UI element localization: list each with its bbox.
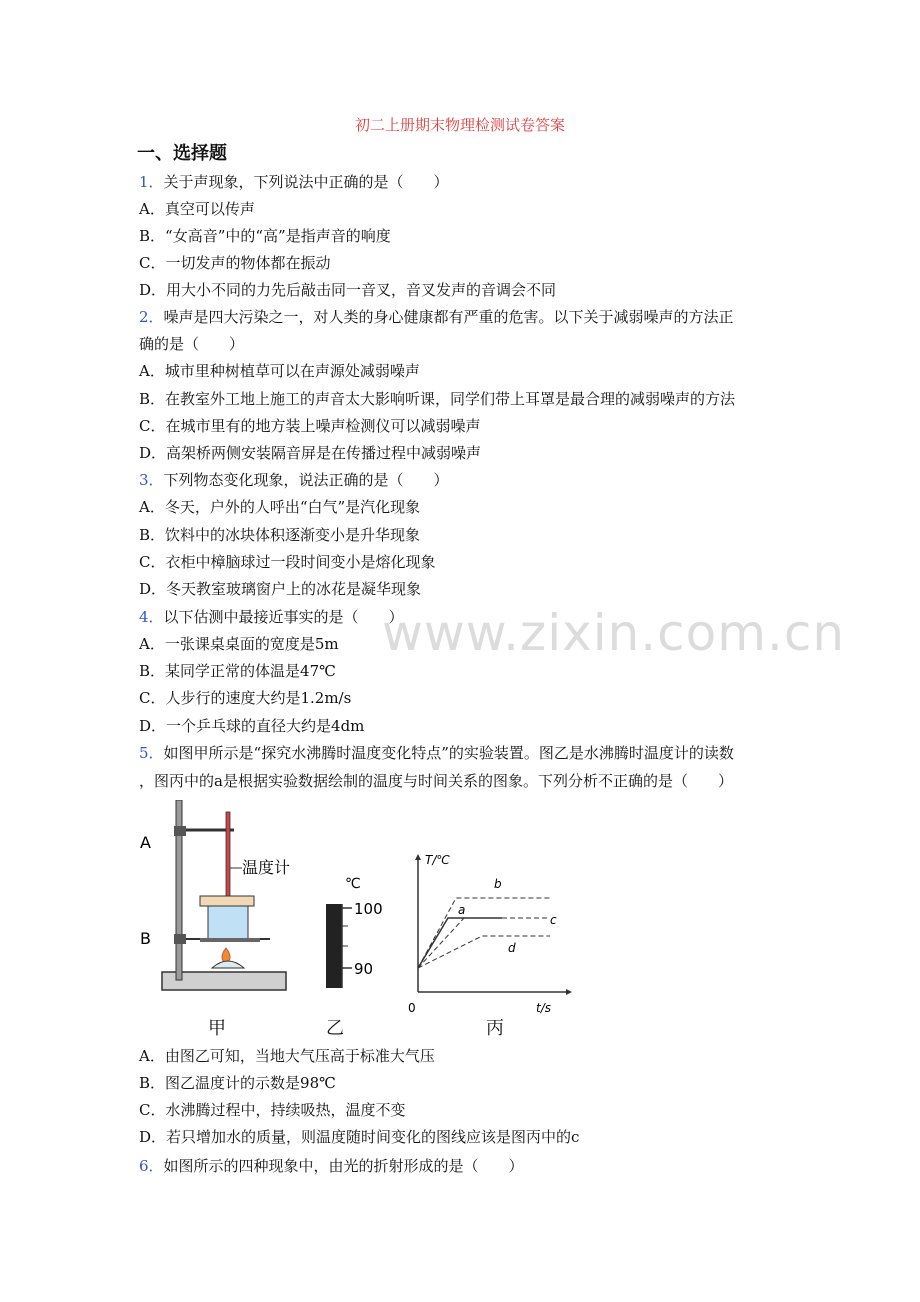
question-3-option: B．饮料中的冰块体积逐渐变小是升华现象 <box>139 526 421 544</box>
caption-bing: 丙 <box>486 1018 504 1039</box>
question-text: 关于声现象，下列说法中正确的是（ ） <box>163 173 449 191</box>
question-4-option: C．人步行的速度大约是1.2m/s <box>139 689 352 707</box>
question-2-option: C．在城市里有的地方装上噪声检测仪可以减弱噪声 <box>139 417 481 435</box>
thermo-tick-100: 100 <box>354 900 383 918</box>
question-1-option: A．真空可以传声 <box>139 200 255 218</box>
question-3-option: D．冬天教室玻璃窗户上的冰花是凝华现象 <box>139 580 422 598</box>
question-1-option: C．一切发声的物体都在振动 <box>139 254 331 272</box>
alcohol-lamp <box>212 961 244 968</box>
wire-gauze <box>200 938 260 942</box>
question-2-option: A．城市里种树植草可以在声源处减弱噪声 <box>139 362 420 380</box>
graph-y-label: T/℃ <box>425 853 450 867</box>
question-1-stem <box>139 172 449 192</box>
curve-a-label: a <box>458 903 466 917</box>
thermometer-drawing <box>326 876 383 988</box>
question-5-option: A．由图乙可知，当地大气压高于标准大气压 <box>139 1047 435 1065</box>
question-4-option: D．一个乒乓球的直径大约是4dm <box>139 717 365 735</box>
section-heading: 一、选择题 <box>137 143 227 164</box>
experiment-figure-svg <box>130 800 590 1015</box>
question-4-option: B．某同学正常的体温是47℃ <box>139 662 336 680</box>
question-1-option: D．用大小不同的力先后敲击同一音叉，音叉发声的音调会不同 <box>139 281 557 299</box>
question-3-option: A．冬天，户外的人呼出“白气”是汽化现象 <box>139 498 421 516</box>
curve-b-label: b <box>494 877 502 891</box>
thermo-column <box>326 904 342 988</box>
question-1-option: B．“女高音”中的“高”是指声音的响度 <box>139 227 391 245</box>
question-2-stem <box>139 307 734 327</box>
question-number: 3． <box>139 471 164 489</box>
question-text: 如图甲所示是“探究水沸腾时温度变化特点”的实验装置。图乙是水沸腾时温度计的读数 <box>163 744 734 762</box>
question-6-stem <box>139 1156 524 1176</box>
clamp-a <box>174 826 186 836</box>
document-title: 初二上册期末物理检测试卷答案 <box>354 116 565 134</box>
question-text: 下列物态变化现象，说法正确的是（ ） <box>163 471 449 489</box>
cardboard-lid <box>200 896 254 906</box>
question-text: 如图所示的四种现象中，由光的折射形成的是（ ） <box>163 1157 524 1175</box>
question-text: 噪声是四大污染之一，对人类的身心健康都有严重的危害。以下关于减弱噪声的方法正 <box>163 308 734 326</box>
curve-d-line <box>418 936 550 968</box>
temperature-time-graph <box>408 853 572 1015</box>
question-3-stem <box>139 470 449 490</box>
curve-b-line <box>418 898 550 968</box>
question-4-stem <box>139 607 404 627</box>
caption-jia: 甲 <box>208 1018 226 1039</box>
clamp-b <box>174 934 186 944</box>
curve-c-label: c <box>550 913 557 927</box>
label-a: A <box>140 833 151 852</box>
question-text: 以下估测中最接近事实的是（ ） <box>163 608 404 626</box>
graph-x-label: t/s <box>536 1001 551 1015</box>
question-2-option: B．在教室外工地上施工的声音太大影响听课，同学们带上耳罩是最合理的减弱噪声的方法 <box>139 390 736 408</box>
thermo-unit: ℃ <box>345 876 361 892</box>
question-number: 4． <box>139 608 164 626</box>
watermark-text: www.zixin.com.cn <box>382 604 846 662</box>
question-number: 5． <box>139 744 164 762</box>
graph-origin: 0 <box>408 1001 416 1015</box>
question-5-stem <box>139 743 734 763</box>
question-5-option: B．图乙温度计的示数是98℃ <box>139 1074 336 1092</box>
curve-d-label: d <box>508 941 516 955</box>
question-5-option: C．水沸腾过程中，持续吸热，温度不变 <box>139 1101 406 1119</box>
question-2-stem <box>139 334 244 354</box>
beaker <box>208 906 248 940</box>
experiment-figure <box>130 800 590 1019</box>
question-text: 确的是（ ） <box>139 335 245 353</box>
question-3-option: C．衣柜中樟脑球过一段时间变小是熔化现象 <box>139 553 436 571</box>
question-2-option: D．高架桥两侧安装隔音屏是在传播过程中减弱噪声 <box>139 444 482 462</box>
question-5-option: D．若只增加水的质量，则温度随时间变化的图线应该是图丙中的c <box>139 1128 580 1146</box>
label-b: B <box>140 929 151 948</box>
question-5-stem <box>139 771 733 791</box>
question-text: ，图丙中的a是根据实验数据绘制的温度与时间关系的图象。下列分析不正确的是（ ） <box>139 772 733 790</box>
caption-yi: 乙 <box>326 1018 344 1039</box>
thermometer-label: 温度计 <box>242 858 291 877</box>
thermo-tick-90: 90 <box>354 960 374 978</box>
question-number: 2． <box>139 308 164 326</box>
question-number: 6． <box>139 1157 164 1175</box>
question-4-option: A．一张课桌桌面的宽度是5m <box>139 635 339 653</box>
curve-a-line <box>418 918 502 968</box>
question-number: 1． <box>139 173 164 191</box>
apparatus-drawing <box>140 800 290 990</box>
